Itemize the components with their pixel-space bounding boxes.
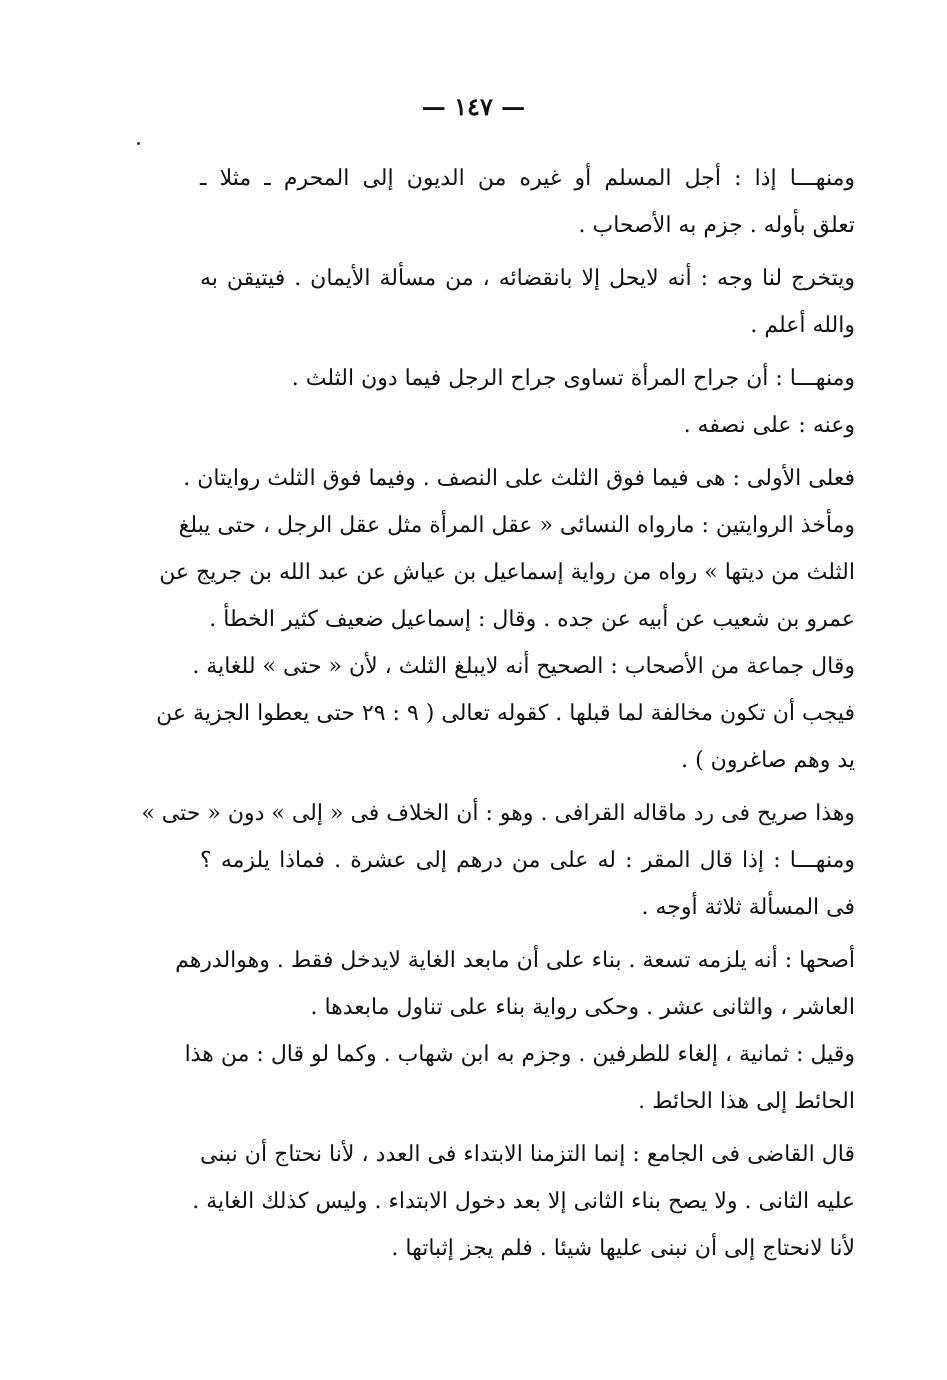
text-line: وقال جماعة من الأصحاب : الصحيح أنه لايبلغ الثلث ، لأن « حتى » للغاية . bbox=[192, 654, 855, 679]
text-line: قال القاضى فى الجامع : إنما التزمنا الابتداء فى العدد ، لأنا نحتاج أن نبنى bbox=[200, 1142, 855, 1167]
text-line: عليه الثانى . ولا يصح بناء الثانى إلا بعد دخول الابتداء . وليس كذلك الغاية . bbox=[192, 1189, 855, 1214]
text-line: وقيل : ثمانية ، إلغاء للطرفين . وجزم به ابن شهاب . وكما لو قال : من هذا bbox=[184, 1042, 855, 1067]
text-line: عمرو بن شعيب عن أبيه عن جده . وقال : إسماعيل ضعيف كثير الخطأ . bbox=[209, 607, 855, 632]
text-line: العاشر ، والثانى عشر . وحكى رواية بناء على تناول مابعدها . bbox=[310, 995, 855, 1020]
text-line: والله أعلم . bbox=[750, 313, 855, 338]
text-line: ومنهـــا : أن جراح المرأة تساوى جراح الرجل فيما دون الثلث . bbox=[291, 366, 855, 391]
text-line: وهذا صريح فى رد ماقاله القرافى . وهو : أن الخلاف فى « إلى » دون « حتى » bbox=[141, 801, 855, 826]
text-line: ومنهـــا إذا : أجل المسلم أو غيره من الديون إلى المحرم ـ مثلا ـ bbox=[200, 166, 855, 191]
text-line: أصحها : أنه يلزمه تسعة . بناء على أن مابعد الغاية لايدخل فقط . وهوالدرهم bbox=[175, 948, 855, 973]
page-number: — ١٤٧ — bbox=[421, 92, 526, 121]
text-line: يد وهم صاغرون ) . bbox=[681, 748, 855, 773]
body-text bbox=[141, 155, 855, 1272]
text-line: ويتخرج لنا وجه : أنه لايحل إلا بانقضائه ، من مسألة الأيمان . فيتيقن به bbox=[200, 266, 855, 291]
text-line: فيجب أن تكون مخالفة لما قبلها . كقوله تعالى ( ٩ : ٢٩ حتى يعطوا الجزية عن bbox=[156, 701, 855, 726]
text-line: وعنه : على نصفه . bbox=[683, 413, 855, 438]
text-line: الحائط إلى هذا الحائط . bbox=[638, 1089, 855, 1114]
text-line: ومأخذ الروايتين : مارواه النسائى « عقل المرأة مثل عقل الرجل ، حتى يبلغ bbox=[178, 513, 855, 538]
text-line: الثلث من ديتها » رواه من رواية إسماعيل بن عياش عن عبد الله بن جريج عن bbox=[159, 560, 855, 585]
text-line: فعلى الأولى : هى فيما فوق الثلث على النصف . وفيما فوق الثلث روايتان . bbox=[183, 466, 855, 491]
text-line: ومنهـــا : إذا قال المقر : له على من درهم إلى عشرة . فماذا يلزمه ؟ bbox=[200, 848, 855, 873]
text-line: فى المسألة ثلاثة أوجه . bbox=[641, 895, 855, 920]
text-line: لأنا لانحتاج إلى أن نبنى عليها شيئا . فلم يجز إثباتها . bbox=[391, 1236, 855, 1261]
text-line: تعلق بأوله . جزم به الأصحاب . bbox=[578, 213, 855, 238]
ink-speck bbox=[137, 142, 140, 145]
